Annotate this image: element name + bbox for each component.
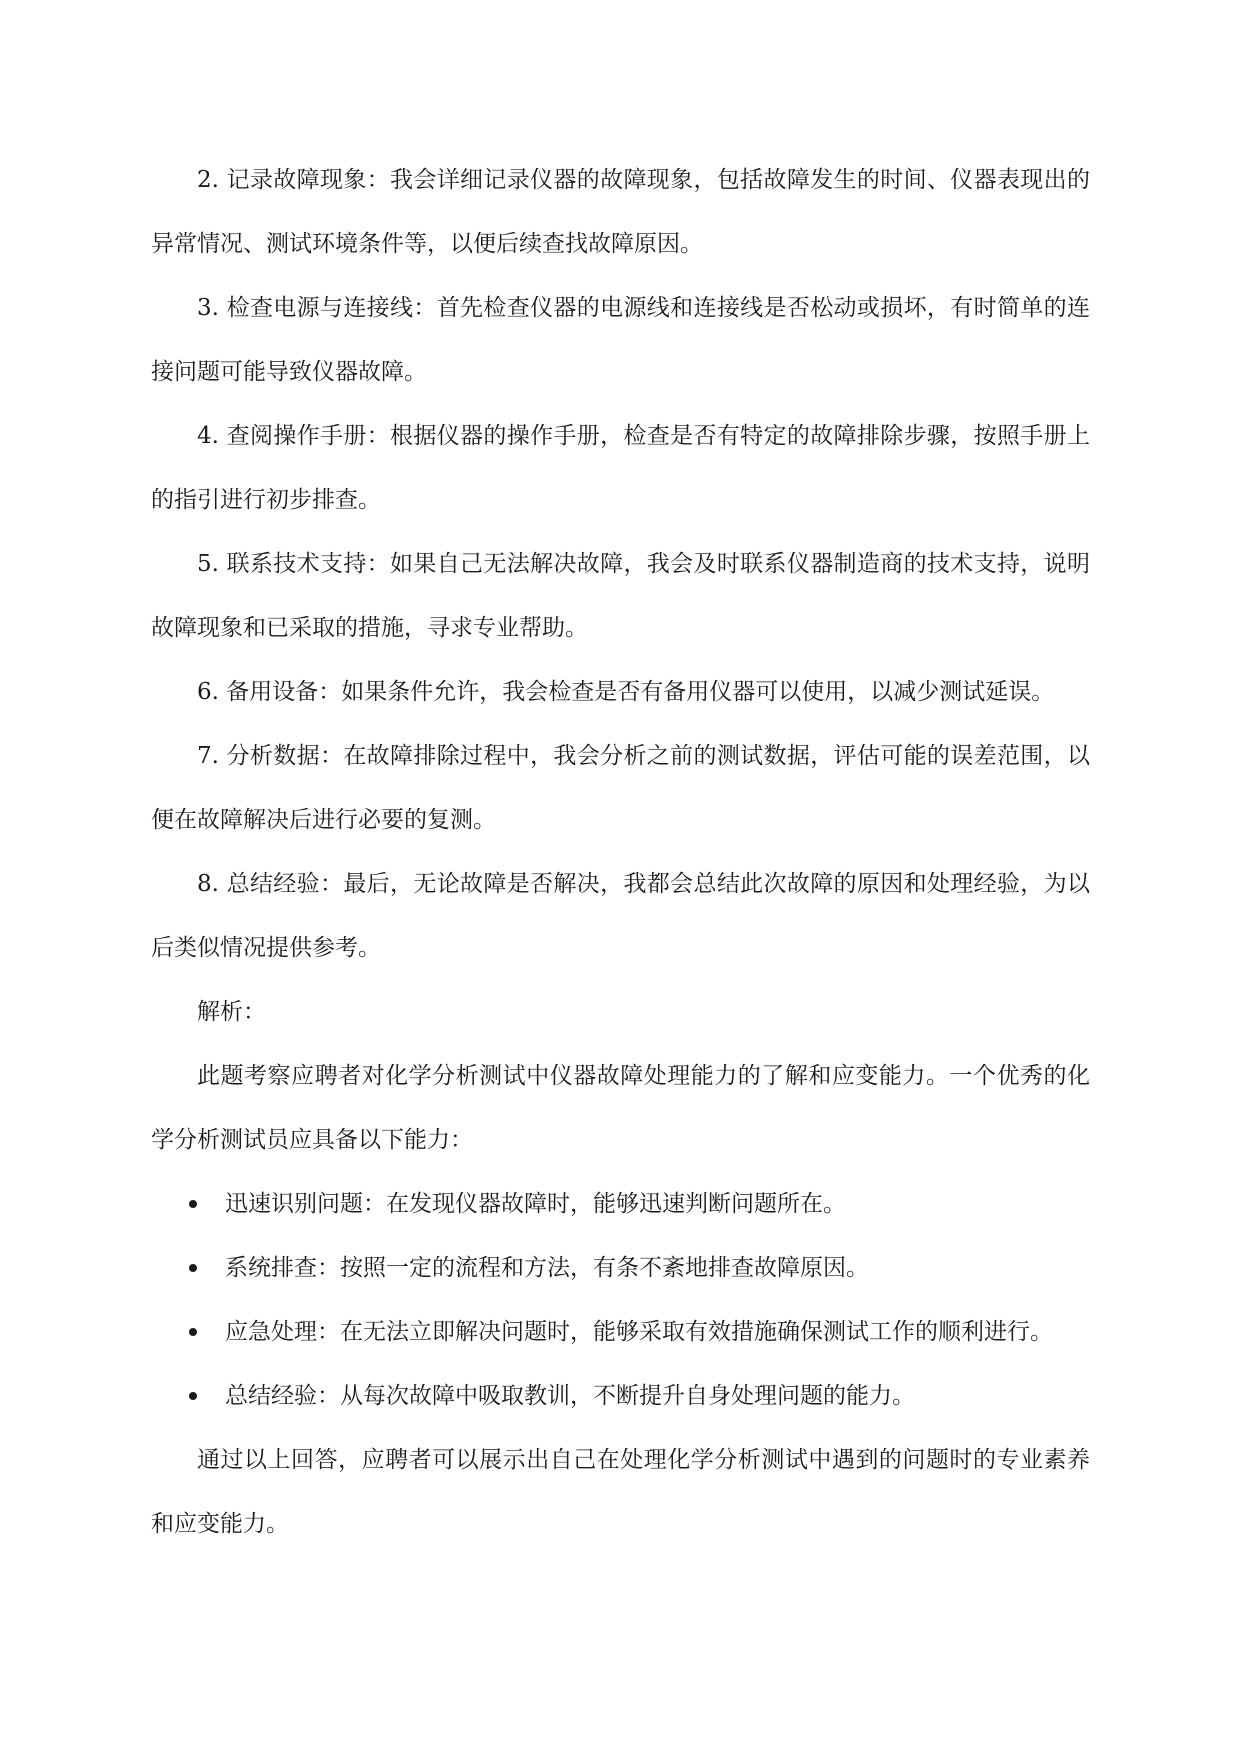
list-item [151, 1364, 1090, 1428]
list-item-text: 系统排查：按照一定的流程和方法，有条不紊地排查故障原因。 [225, 1255, 869, 1281]
analysis-intro: 此题考察应聘者对化学分析测试中仪器故障处理能力的了解和应变能力。一个优秀的化学分析测试员应具备以下能力： [151, 1063, 1090, 1153]
conclusion-paragraph: 通过以上回答，应聘者可以展示出自己在处理化学分析测试中遇到的问题时的专业素养和应变能力。 [151, 1447, 1090, 1537]
list-item [151, 1300, 1090, 1364]
bullet-icon [189, 1200, 197, 1208]
list-item [151, 1172, 1090, 1236]
bullet-icon [189, 1392, 197, 1400]
bullet-icon [189, 1264, 197, 1272]
paragraph-step-2: 2. 记录故障现象：我会详细记录仪器的故障现象，包括故障发生的时间、仪器表现出的异常情况、测试环境条件等，以便后续查找故障原因。 [151, 167, 1090, 257]
paragraph-step-3: 3. 检查电源与连接线：首先检查仪器的电源线和连接线是否松动或损坏，有时简单的连接问题可能导致仪器故障。 [151, 295, 1090, 385]
ability-list [151, 1172, 1090, 1428]
paragraph-step-4: 4. 查阅操作手册：根据仪器的操作手册，检查是否有特定的故障排除步骤，按照手册上的指引进行初步排查。 [151, 423, 1090, 513]
paragraph-step-7: 7. 分析数据：在故障排除过程中，我会分析之前的测试数据，评估可能的误差范围，以便在故障解决后进行必要的复测。 [151, 743, 1090, 833]
analysis-heading: 解析： [197, 999, 266, 1025]
paragraph-step-8: 8. 总结经验：最后，无论故障是否解决，我都会总结此次故障的原因和处理经验，为以后类似情况提供参考。 [151, 871, 1090, 961]
paragraph-step-5: 5. 联系技术支持：如果自己无法解决故障，我会及时联系仪器制造商的技术支持，说明故障现象和已采取的措施，寻求专业帮助。 [151, 551, 1090, 641]
list-item-text: 迅速识别问题：在发现仪器故障时，能够迅速判断问题所在。 [225, 1191, 846, 1217]
list-item-text: 应急处理：在无法立即解决问题时，能够采取有效措施确保测试工作的顺利进行。 [225, 1319, 1053, 1345]
bullet-icon [189, 1328, 197, 1336]
list-item [151, 1236, 1090, 1300]
list-item-text: 总结经验：从每次故障中吸取教训，不断提升自身处理问题的能力。 [225, 1383, 915, 1409]
paragraph-step-6: 6. 备用设备：如果条件允许，我会检查是否有备用仪器可以使用，以减少测试延误。 [197, 679, 1055, 705]
